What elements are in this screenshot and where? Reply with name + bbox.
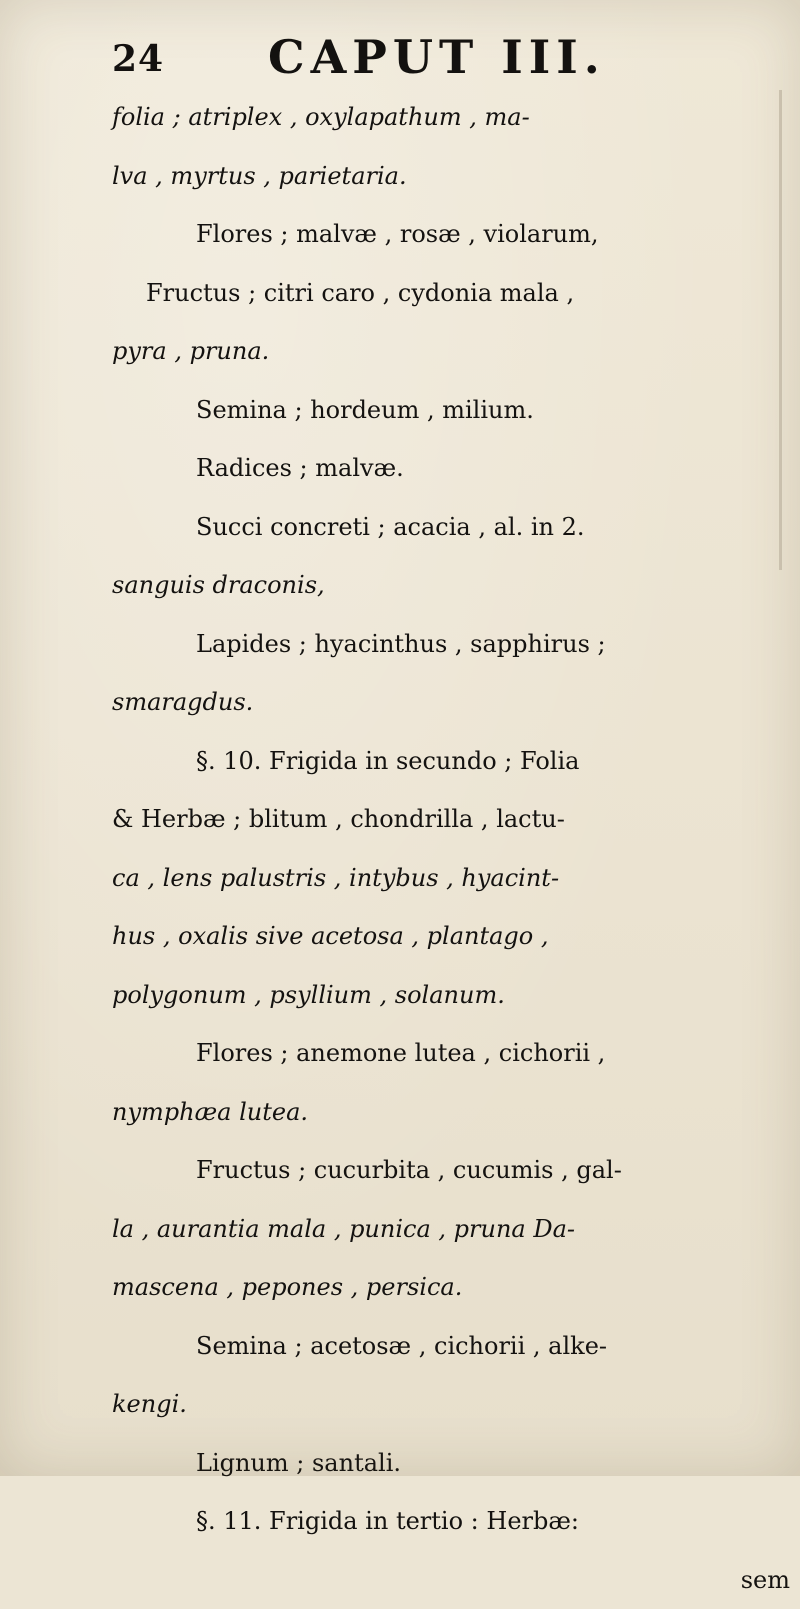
- text-line: folia ; atriplex , oxylapathum , ma-: [112, 88, 800, 147]
- text-line: Flores ; malvæ , rosæ , violarum,: [112, 205, 800, 264]
- text-line: lva , myrtus , parietaria.: [112, 147, 800, 206]
- text-line: & Herbæ ; blitum , chondrilla , lactu-: [112, 790, 800, 849]
- text-line: Fructus ; citri caro , cydonia mala ,: [112, 264, 800, 323]
- text-line: kengi.: [112, 1375, 800, 1434]
- section-heading-line: §. 11. Frigida in tertio : Herbæ:: [112, 1492, 800, 1551]
- running-head: CAPUT III.: [268, 30, 606, 84]
- catchword: sem: [112, 1551, 800, 1609]
- text-line: nymphæa lutea.: [112, 1083, 800, 1142]
- text-line: polygonum , psyllium , solanum.: [112, 966, 800, 1025]
- text-line: Succi concreti ; acacia , al. in 2.: [112, 498, 800, 557]
- text-line: hus , oxalis sive acetosa , plantago ,: [112, 907, 800, 966]
- text-line: Flores ; anemone lutea , cichorii ,: [112, 1024, 800, 1083]
- body-text: [112, 88, 800, 1609]
- section-heading-line: §. 10. Frigida in secundo ; Folia: [112, 732, 800, 791]
- text-line: la , aurantia mala , punica , pruna Da-: [112, 1200, 800, 1259]
- text-line: ca , lens palustris , intybus , hyacint-: [112, 849, 800, 908]
- text-line: Fructus ; cucurbita , cucumis , gal-: [112, 1141, 800, 1200]
- text-line: smaragdus.: [112, 673, 800, 732]
- page-number: 24: [112, 38, 164, 80]
- text-line: pyra , pruna.: [112, 322, 800, 381]
- text-line: sanguis draconis,: [112, 556, 800, 615]
- text-line: mascena , pepones , persica.: [112, 1258, 800, 1317]
- text-line: Semina ; hordeum , milium.: [112, 381, 800, 440]
- text-line: Lapides ; hyacinthus , sapphirus ;: [112, 615, 800, 674]
- text-line: Lignum ; santali.: [112, 1434, 800, 1493]
- page-header: [118, 18, 678, 78]
- text-line: Radices ; malvæ.: [112, 439, 800, 498]
- text-line: Semina ; acetosæ , cichorii , alke-: [112, 1317, 800, 1376]
